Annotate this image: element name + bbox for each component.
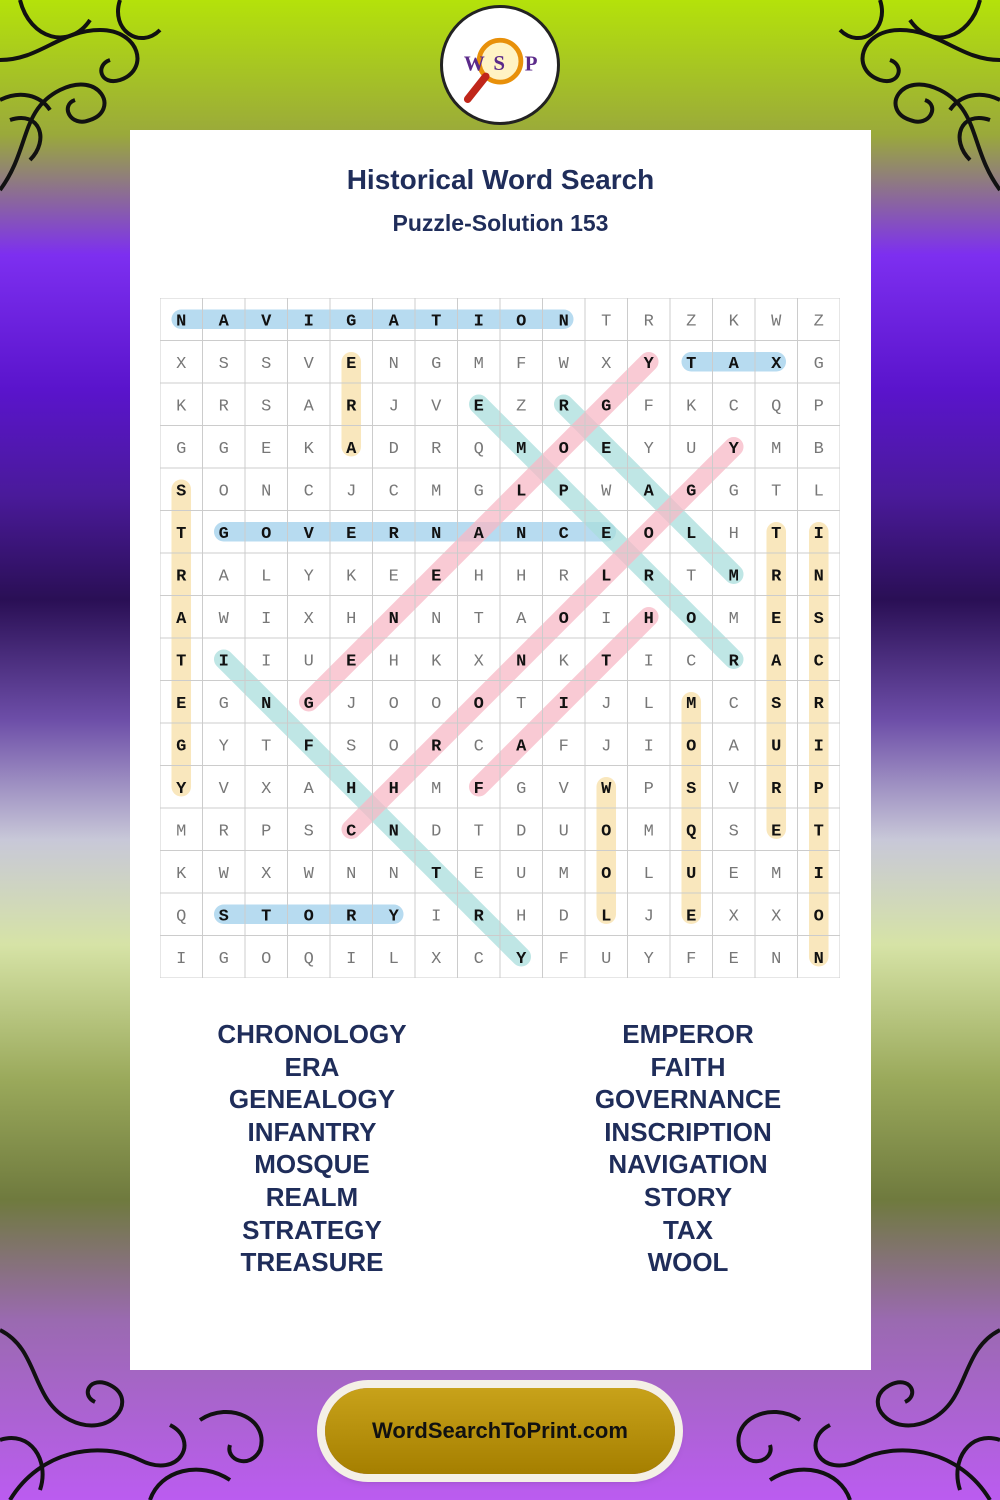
grid-letter[interactable]: T [176,652,187,672]
grid-letter[interactable]: Z [686,312,697,332]
grid-letter[interactable]: C [728,397,739,417]
grid-letter[interactable]: C [346,822,357,842]
puzzle-title: Historical Word Search [346,164,655,195]
grid-letter[interactable]: V [431,397,442,417]
grid-letter[interactable]: G [516,779,527,799]
website-label: WordSearchToPrint.com [372,1418,628,1443]
grid-letter[interactable]: E [686,907,697,927]
grid-letter[interactable]: N [516,524,527,544]
grid-letter[interactable]: I [218,652,229,672]
grid-letter[interactable]: Z [813,312,824,332]
grid-letter[interactable]: Q [686,822,697,842]
grid-letter[interactable]: R [218,397,229,417]
grid-letter[interactable]: S [218,907,229,927]
grid-letter[interactable]: E [473,397,484,417]
grid-letter[interactable]: E [728,949,739,969]
grid-letter[interactable]: O [431,694,442,714]
wsp-logo [440,5,560,125]
grid-letter[interactable]: E [728,864,739,884]
grid-letter[interactable]: V [303,524,314,544]
grid-letter[interactable]: R [388,524,399,544]
grid-letter[interactable]: Y [303,567,314,587]
grid-letter[interactable]: F [473,779,484,799]
grid-letter[interactable]: G [303,694,314,714]
grid-letter[interactable]: E [601,439,612,459]
grid-letter[interactable]: R [813,694,824,714]
grid-letter[interactable]: A [346,439,357,459]
grid-letter[interactable]: S [813,609,824,629]
grid-letter[interactable]: F [516,354,527,374]
grid-letter[interactable]: N [516,652,527,672]
grid-letter[interactable]: O [558,609,569,629]
grid-letter[interactable]: B [813,439,824,459]
grid-letter[interactable]: G [431,354,442,374]
grid-letter[interactable]: N [388,354,399,374]
grid-letter[interactable]: O [686,737,697,757]
grid-letter[interactable]: X [176,354,187,374]
grid-letter[interactable]: H [516,567,527,587]
grid-letter[interactable]: O [261,524,272,544]
grid-letter[interactable]: R [643,312,654,332]
grid-letter[interactable]: A [516,609,527,629]
grid-letter[interactable]: Q [771,397,782,417]
grid-letter[interactable]: M [431,779,442,799]
grid-letter[interactable]: O [516,312,527,332]
grid-letter[interactable]: M [643,822,654,842]
grid-letter[interactable]: C [558,524,569,544]
word-list-item: MOSQUE [254,1149,370,1180]
grid-letter[interactable]: N [813,949,824,969]
word-list-item: GENEALOGY [228,1084,396,1115]
grid-letter[interactable]: W [558,354,569,374]
grid-letter[interactable]: Y [176,779,187,799]
grid-letter[interactable]: W [771,312,782,332]
grid-letter[interactable]: I [431,907,442,927]
grid-letter[interactable]: E [473,864,484,884]
grid-letter[interactable]: V [218,779,229,799]
grid-letter[interactable]: H [388,652,399,672]
grid-letter[interactable]: C [473,949,484,969]
grid-letter[interactable]: O [218,482,229,502]
grid-letter[interactable]: I [346,949,357,969]
grid-letter[interactable]: L [388,949,399,969]
grid-letter[interactable]: L [686,524,697,544]
grid-letter[interactable]: S [346,737,357,757]
grid-letter[interactable]: R [643,567,654,587]
grid-letter[interactable]: W [218,609,229,629]
grid-letter[interactable]: C [473,737,484,757]
grid-letter[interactable]: O [388,737,399,757]
grid-letter[interactable]: S [728,822,739,842]
grid-letter[interactable]: D [431,822,442,842]
grid-letter[interactable]: M [516,439,527,459]
grid-letter[interactable]: A [218,567,229,587]
grid-letter[interactable]: Q [473,439,484,459]
grid-letter[interactable]: H [728,524,739,544]
grid-letter[interactable]: K [176,864,187,884]
grid-letter[interactable]: A [728,354,739,374]
grid-letter[interactable]: G [346,312,357,332]
grid-letter[interactable]: O [643,524,654,544]
grid-letter[interactable]: X [303,609,314,629]
grid-letter[interactable]: R [473,907,484,927]
word-list-right [518,1018,858,1279]
grid-letter[interactable]: E [601,524,612,544]
grid-letter[interactable]: H [346,779,357,799]
grid-letter[interactable]: U [303,652,314,672]
grid-letter[interactable]: E [176,694,187,714]
grid-letter[interactable]: N [261,482,272,502]
grid-letter[interactable]: F [686,949,697,969]
grid-letter[interactable]: O [473,694,484,714]
grid-letter[interactable]: N [431,609,442,629]
grid-letter[interactable]: K [558,652,569,672]
grid-letter[interactable]: S [261,397,272,417]
grid-letter[interactable]: S [686,779,697,799]
grid-letter[interactable]: Q [303,949,314,969]
puzzle-subtitle: Puzzle-Solution 153 [392,210,609,236]
grid-letter[interactable]: X [728,907,739,927]
grid-letter[interactable]: T [601,312,612,332]
grid-letter[interactable]: N [388,822,399,842]
grid-letter[interactable]: L [516,482,527,502]
word-list-left [142,1018,482,1279]
grid-letter[interactable]: Z [516,397,527,417]
grid-letter[interactable]: A [771,652,782,672]
grid-letter[interactable]: G [686,482,697,502]
grid-letter[interactable]: G [728,482,739,502]
website-button[interactable] [325,1388,675,1474]
grid-letter[interactable]: T [771,524,782,544]
grid-letter[interactable]: C [813,652,824,672]
grid-letter[interactable]: Y [643,354,654,374]
grid-letter[interactable]: R [431,439,442,459]
grid-letter[interactable]: H [643,609,654,629]
grid-letter[interactable]: O [813,907,824,927]
grid-letter[interactable]: S [218,354,229,374]
grid-letter[interactable]: T [473,609,484,629]
grid-letter[interactable]: M [558,864,569,884]
word-list-item: TREASURE [240,1247,384,1278]
grid-letter[interactable]: N [261,694,272,714]
grid-letter[interactable]: R [728,652,739,672]
grid-letter[interactable]: X [771,907,782,927]
grid-letter[interactable]: R [218,822,229,842]
word-list-item: NAVIGATION [608,1149,768,1180]
logo-letter-w: W [463,51,485,76]
grid-letter[interactable]: P [643,779,654,799]
grid-letter[interactable]: L [601,567,612,587]
grid-letter[interactable]: T [261,737,272,757]
grid-letter[interactable]: L [261,567,272,587]
grid-letter[interactable]: J [601,737,612,757]
grid-letter[interactable]: J [346,482,357,502]
grid-letter[interactable]: X [261,779,272,799]
grid-letter[interactable]: G [218,949,229,969]
grid-letter[interactable]: H [473,567,484,587]
grid-letter[interactable]: T [601,652,612,672]
grid-letter[interactable]: L [813,482,824,502]
grid-letter[interactable]: T [176,524,187,544]
grid-letter[interactable]: T [686,354,697,374]
grid-letter[interactable]: G [813,354,824,374]
grid-letter[interactable]: G [176,439,187,459]
grid-letter[interactable]: I [261,652,272,672]
magnifier-handle-icon [468,76,486,99]
grid-letter[interactable]: G [601,397,612,417]
grid-letter[interactable]: S [261,354,272,374]
grid-letter[interactable]: N [771,949,782,969]
grid-letter[interactable]: A [643,482,654,502]
word-list-item: WOOL [647,1247,729,1278]
grid-letter[interactable]: W [303,864,314,884]
grid-letter[interactable]: P [558,482,569,502]
grid-letter[interactable]: I [601,609,612,629]
grid-letter[interactable]: K [686,397,697,417]
grid-letter[interactable]: D [516,822,527,842]
grid-letter[interactable]: I [813,864,824,884]
grid-letter[interactable]: X [771,354,782,374]
grid-letter[interactable]: X [431,949,442,969]
grid-letter[interactable]: W [218,864,229,884]
grid-letter[interactable]: I [473,312,484,332]
grid-letter[interactable]: L [643,694,654,714]
grid-letter[interactable]: S [771,694,782,714]
grid-letter[interactable]: M [728,609,739,629]
grid-letter[interactable]: G [473,482,484,502]
grid-letter[interactable]: A [516,737,527,757]
grid-letter[interactable]: A [218,312,229,332]
grid-letter[interactable]: T [431,864,442,884]
grid-letter[interactable]: T [431,312,442,332]
grid-letter[interactable]: E [771,822,782,842]
grid-letter[interactable]: I [813,737,824,757]
grid-letter[interactable]: Q [176,907,187,927]
grid-letter[interactable]: A [303,397,314,417]
grid-letter[interactable]: U [558,822,569,842]
grid-letter[interactable]: Y [643,949,654,969]
grid-letter[interactable]: F [643,397,654,417]
grid-letter[interactable]: K [728,312,739,332]
grid-letter[interactable]: U [516,864,527,884]
grid-letter[interactable]: S [176,482,187,502]
grid-letter[interactable]: U [686,439,697,459]
grid-letter[interactable]: N [176,312,187,332]
grid-letter[interactable]: L [643,864,654,884]
grid-letter[interactable]: W [601,779,612,799]
grid-letter[interactable]: N [431,524,442,544]
word-list-item: FAITH [650,1051,726,1082]
grid-letter[interactable]: J [601,694,612,714]
grid-letter[interactable]: T [473,822,484,842]
letter-grid [160,298,840,978]
grid-letter[interactable]: A [728,737,739,757]
grid-letter[interactable]: R [431,737,442,757]
grid-letter[interactable]: A [388,312,399,332]
grid-letter[interactable]: N [813,567,824,587]
grid-letter[interactable]: M [686,694,697,714]
grid-letter[interactable]: O [261,949,272,969]
grid-letter[interactable]: U [601,949,612,969]
word-list-item: INFANTRY [247,1116,377,1147]
grid-letter[interactable]: R [558,567,569,587]
grid-letter[interactable]: E [346,652,357,672]
grid-letter[interactable]: L [601,907,612,927]
grid-letter[interactable]: R [558,397,569,417]
word-list-item: ERA [284,1051,340,1082]
grid-letter[interactable]: G [218,524,229,544]
grid-letter[interactable]: H [516,907,527,927]
grid-letter[interactable]: I [303,312,314,332]
grid-letter[interactable]: T [261,907,272,927]
grid-letter[interactable]: Y [218,737,229,757]
grid-letter[interactable]: V [558,779,569,799]
grid-letter[interactable]: C [388,482,399,502]
grid-letter[interactable]: Y [728,439,739,459]
grid-letter[interactable]: T [813,822,824,842]
grid-letter[interactable]: P [261,822,272,842]
grid-letter[interactable]: G [176,737,187,757]
grid-letter[interactable]: G [218,694,229,714]
logo-letter-s: S [493,50,505,75]
grid-letter[interactable]: J [346,694,357,714]
grid-letter[interactable]: O [601,822,612,842]
grid-letter[interactable]: R [771,567,782,587]
grid-letter[interactable]: R [346,907,357,927]
grid-letter[interactable]: G [218,439,229,459]
grid-letter[interactable]: M [771,864,782,884]
grid-letter[interactable]: O [388,694,399,714]
grid-letter[interactable]: H [388,779,399,799]
word-list-item: REALM [265,1181,359,1212]
grid-letter[interactable]: U [686,864,697,884]
grid-letter[interactable]: C [303,482,314,502]
grid-letter[interactable]: M [728,567,739,587]
grid-letter[interactable]: P [813,397,824,417]
word-list-item: TAX [662,1214,714,1245]
grid-letter[interactable]: D [388,439,399,459]
grid-letter[interactable]: O [303,907,314,927]
grid-letter[interactable]: M [431,482,442,502]
grid-letter[interactable]: N [558,312,569,332]
grid-letter[interactable]: E [261,439,272,459]
grid-letter[interactable]: I [261,609,272,629]
grid-letter[interactable]: V [261,312,272,332]
grid-letter[interactable]: V [728,779,739,799]
grid-letter[interactable]: N [388,864,399,884]
grid-letter[interactable]: I [558,694,569,714]
word-list-item: GOVERNANCE [594,1084,782,1115]
grid-letter[interactable]: J [643,907,654,927]
grid-letter[interactable]: A [176,609,187,629]
grid-letter[interactable]: D [558,907,569,927]
grid-letter[interactable]: E [346,524,357,544]
grid-letter[interactable]: S [303,822,314,842]
grid-letter[interactable]: M [473,354,484,374]
grid-letter[interactable]: O [686,609,697,629]
word-list-item: CHRONOLOGY [217,1019,407,1049]
grid-letter[interactable]: F [303,737,314,757]
grid-letter[interactable]: I [176,949,187,969]
grid-letter[interactable]: E [431,567,442,587]
grid-letter[interactable]: A [473,524,484,544]
grid-letter[interactable]: A [303,779,314,799]
grid-letter[interactable]: C [686,652,697,672]
grid-letter[interactable]: I [643,737,654,757]
grid-letter[interactable]: H [346,609,357,629]
grid-letter[interactable]: R [771,779,782,799]
grid-letter[interactable]: Y [643,439,654,459]
grid-letter[interactable]: I [643,652,654,672]
grid-letter[interactable]: V [303,354,314,374]
grid-letter[interactable]: K [176,397,187,417]
grid-letter[interactable]: Y [516,949,527,969]
grid-letter[interactable]: F [558,737,569,757]
grid-letter[interactable]: R [176,567,187,587]
grid-letter[interactable]: E [388,567,399,587]
logo-letter-p: P [524,51,538,76]
grid-letter[interactable]: O [601,864,612,884]
grid-letter[interactable]: T [771,482,782,502]
grid-letter[interactable]: R [346,397,357,417]
grid-letter[interactable]: X [261,864,272,884]
grid-letter[interactable]: Y [388,907,399,927]
grid-letter[interactable]: E [346,354,357,374]
grid-letter[interactable]: T [516,694,527,714]
grid-letter[interactable]: K [346,567,357,587]
grid-letter[interactable]: C [728,694,739,714]
word-list-item: INSCRIPTION [604,1116,772,1147]
grid-letter[interactable]: F [558,949,569,969]
grid-letter[interactable]: T [686,567,697,587]
grid-letter[interactable]: K [431,652,442,672]
grid-letter[interactable]: M [176,822,187,842]
grid-letter[interactable]: E [771,609,782,629]
grid-letter[interactable]: N [346,864,357,884]
grid-letter[interactable]: J [388,397,399,417]
grid-letter[interactable]: O [558,439,569,459]
grid-letter[interactable]: X [473,652,484,672]
grid-letter[interactable]: M [771,439,782,459]
grid-letter[interactable]: I [813,524,824,544]
grid-letter[interactable]: N [388,609,399,629]
word-list-item: STORY [643,1181,733,1212]
grid-letter[interactable]: U [771,737,782,757]
word-list-item: STRATEGY [242,1214,382,1245]
grid-letter[interactable]: W [601,482,612,502]
word-list-item: EMPEROR [622,1019,754,1049]
grid-letter[interactable]: P [813,779,824,799]
grid-letter[interactable]: X [601,354,612,374]
grid-letter[interactable]: K [303,439,314,459]
